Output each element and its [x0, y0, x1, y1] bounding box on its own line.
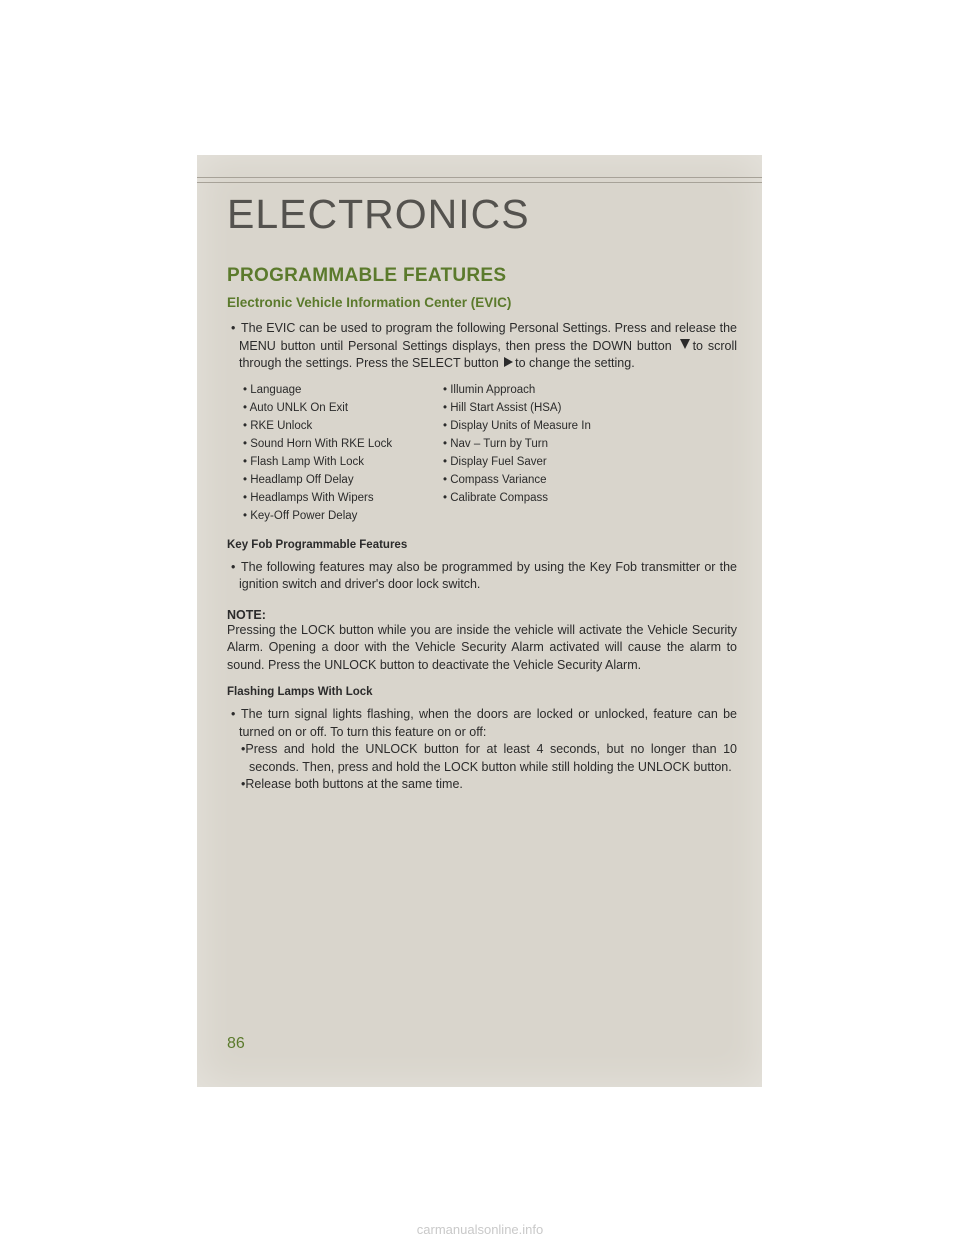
- feature-item: • Flash Lamp With Lock: [243, 455, 364, 468]
- section-title: ELECTRONICS: [227, 191, 530, 237]
- header-rule-bottom: [197, 182, 762, 183]
- page-content: [227, 265, 737, 794]
- right-arrow-icon: [504, 357, 513, 367]
- feature-item: • Headlamp Off Delay: [243, 473, 354, 486]
- header-rule-top: [197, 177, 762, 178]
- feature-item: • Display Fuel Saver: [443, 455, 547, 468]
- feature-item: • Auto UNLK On Exit: [243, 401, 349, 414]
- evic-text-b: to scroll through the settings. Press the SELECT button: [239, 338, 738, 370]
- key-fob-bullet: • The following features may also be programmed by using the Key Fob transmitter or the ignition switch and driver's door lock switch.: [231, 559, 737, 591]
- feature-column-left: [243, 381, 443, 525]
- feature-column-right: [443, 381, 643, 525]
- flashing-sub-bullet-2: •Release both buttons at the same time.: [241, 777, 463, 791]
- flashing-bullet: • The turn signal lights flashing, when the doors are locked or unlocked, feature can be turned on or off. To turn this feature on or off:: [231, 707, 737, 739]
- flashing-lamps-heading: Flashing Lamps With Lock: [227, 686, 373, 698]
- main-heading: PROGRAMMABLE FEATURES: [227, 265, 507, 286]
- feature-item: • Nav – Turn by Turn: [443, 437, 549, 450]
- note-label: NOTE:: [227, 607, 266, 622]
- down-arrow-icon: [680, 339, 690, 349]
- flashing-sub-bullet-1: •Press and hold the UNLOCK button for at least 4 seconds, but no longer than 10 seconds. Then, press and hold the LOCK button while still holding the UNLOCK button.: [241, 742, 737, 774]
- feature-item: • Hill Start Assist (HSA): [443, 401, 562, 414]
- feature-item: • RKE Unlock: [243, 419, 313, 432]
- note-text: Pressing the LOCK button while you are inside the vehicle will activate the Vehicle Security Alarm. Opening a door with the Vehicle Security Alarm activated will cause the alarm to sound. Press the UNLOCK button to deactivate the Vehicle Security Alarm.: [227, 622, 737, 672]
- feature-item: • Language: [243, 383, 302, 396]
- watermark: carmanualsonline.info: [416, 1222, 544, 1237]
- feature-item: • Display Units of Measure In: [443, 419, 591, 432]
- feature-item: • Calibrate Compass: [443, 491, 549, 504]
- feature-item: • Headlamps With Wipers: [243, 491, 374, 504]
- feature-item: • Sound Horn With RKE Lock: [243, 437, 393, 450]
- evic-text-c: to change the setting.: [515, 356, 635, 370]
- feature-list: [243, 381, 737, 525]
- bullet-dot: •: [231, 321, 236, 335]
- evic-text-a: The EVIC can be used to program the following Personal Settings. Press and release the MENU button until Personal Settings displays, then press the DOWN button: [239, 321, 737, 353]
- evic-subheading: Electronic Vehicle Information Center (EVIC): [227, 295, 512, 310]
- manual-page: [197, 155, 762, 1087]
- key-fob-heading: Key Fob Programmable Features: [227, 538, 408, 551]
- feature-item: • Compass Variance: [443, 473, 547, 486]
- evic-bullet: [227, 320, 737, 373]
- feature-item: • Key-Off Power Delay: [243, 509, 358, 522]
- feature-item: • Illumin Approach: [443, 383, 536, 396]
- page-number: 86: [227, 1035, 245, 1052]
